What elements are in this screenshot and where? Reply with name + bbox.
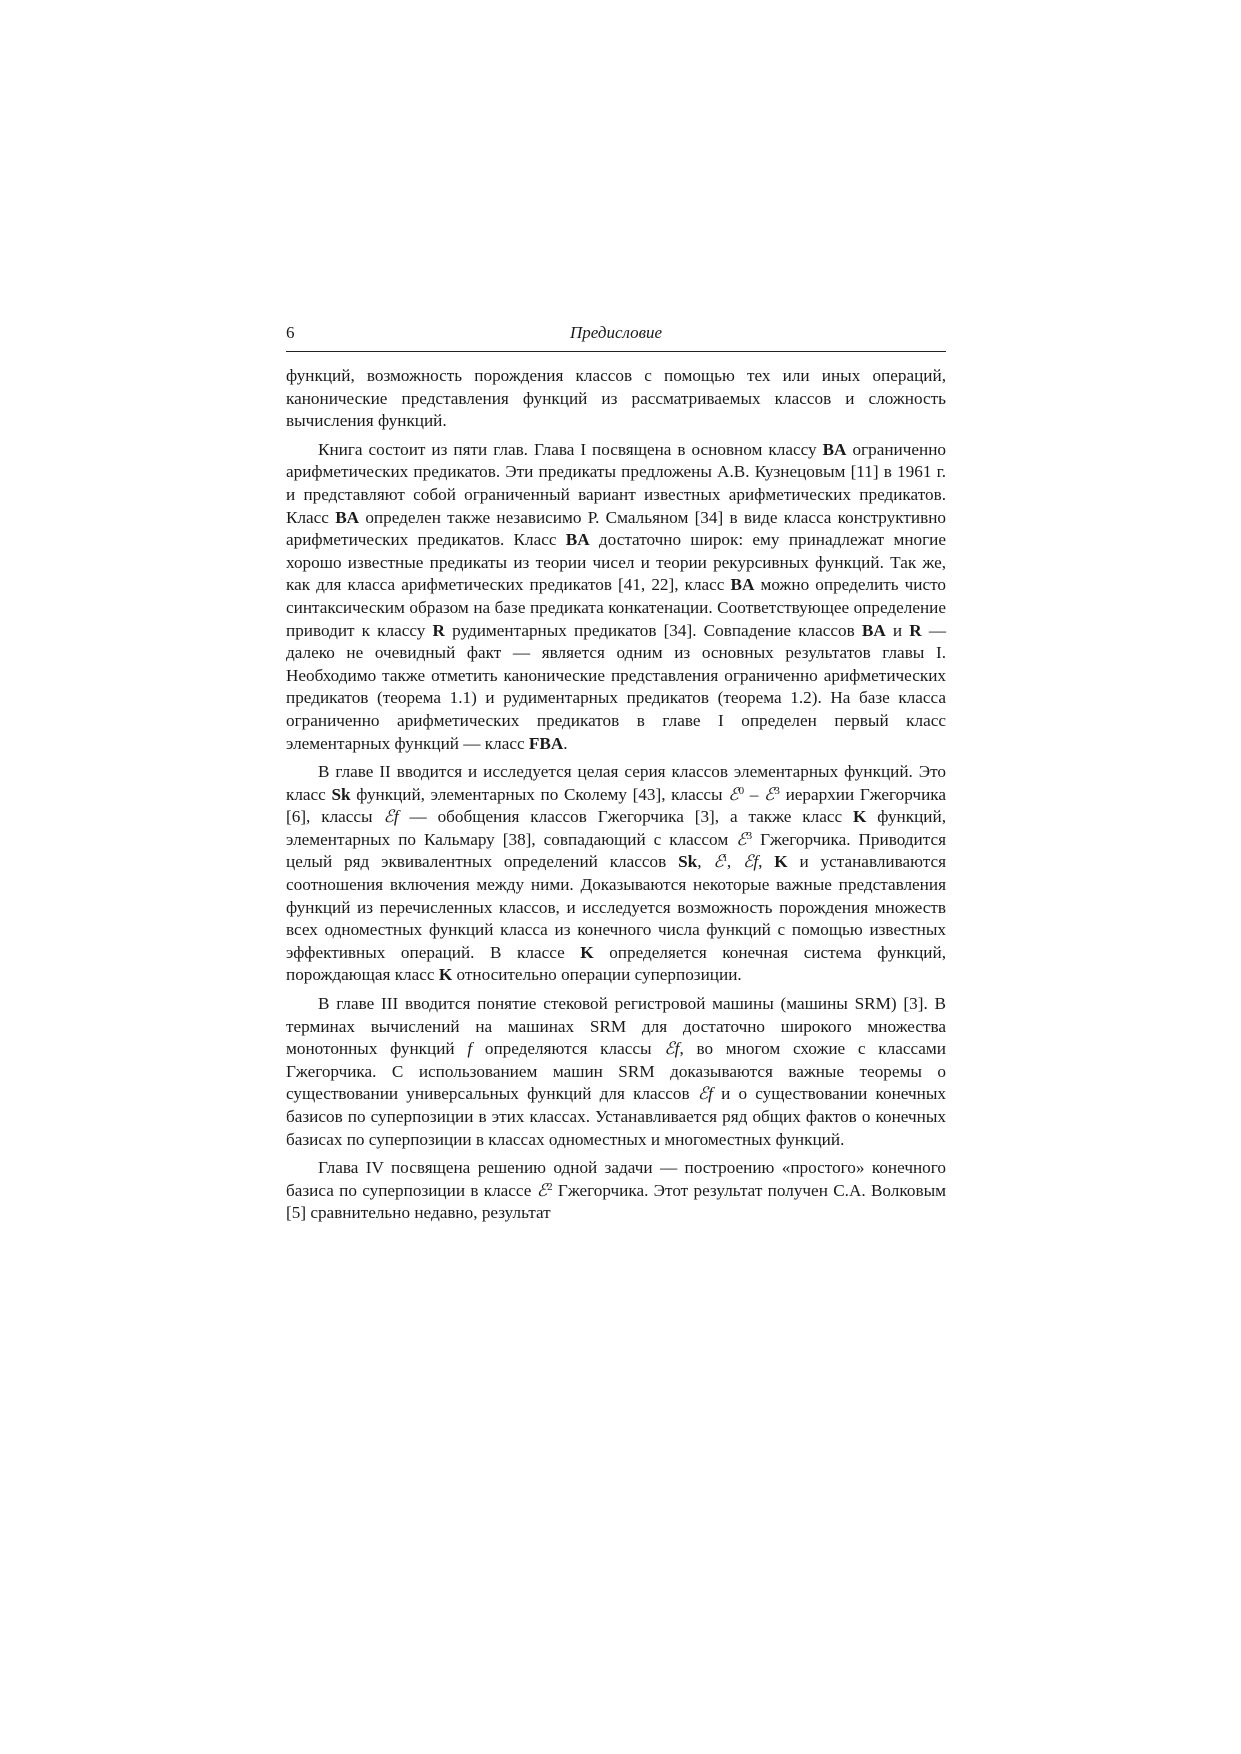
text-run: достаточно широк: ему принадлежат многие хорошо известные предикаты из теории чисел и теории рекурсивных функций. Так же, как для класса арифметических предикатов [41, 22], класс xyxy=(286,530,946,595)
text-run: , во многом схожие с классами Гжегорчика. С использованием машин SRM доказываются важные теоремы о существовании универсальных функций для классов xyxy=(286,1039,947,1104)
text-run: функций, элементарных по Кальмару [38], совпадающий с классом xyxy=(286,807,946,849)
class-symbol: BA xyxy=(335,507,360,527)
text-run: рудиментарных предикатов [34]. Совпадение классов xyxy=(444,620,862,640)
text-run: В главе III вводится понятие стековой регистровой машины (машины SRM) [3]. В терминах вычислений на машинах SRM для достаточно широкого множества монотонных функций xyxy=(286,994,946,1059)
paragraph-5 xyxy=(286,1157,946,1225)
math-symbol: ℰf xyxy=(697,1084,713,1104)
class-symbol: K xyxy=(438,965,453,985)
math-symbol: f xyxy=(467,1039,473,1059)
class-symbol: K xyxy=(580,942,594,962)
text-run: В главе II вводится и исследуется целая серия классов элементарных функций. Это класс xyxy=(286,762,946,804)
text-run: Глава IV посвящена решению одной задачи — построению «простого» конечного базиса по суперпозиции в классе xyxy=(286,1158,946,1200)
math-symbol: ℰ xyxy=(736,829,747,849)
text-run: определяются классы xyxy=(472,1039,665,1059)
text-run: — обобщения классов Гжегорчика [3], а также класс xyxy=(398,807,853,827)
text-run: , xyxy=(697,852,714,872)
text-run: , xyxy=(758,852,775,872)
class-symbol: K xyxy=(853,807,867,827)
text-run: определяется конечная система функций, порождающая класс xyxy=(286,942,946,985)
math-symbol: ℰ xyxy=(764,784,775,804)
text-run: и о существовании конечных базисов по суперпозиции в этих классах. Устанавливается ряд общих фактов о конечных базисах по суперпозиции в классах одноместных и многоместных функций. xyxy=(286,1084,946,1149)
text-run: функций, элементарных по Сколему [43], классы xyxy=(350,784,729,804)
math-symbol: ℰf xyxy=(664,1039,680,1059)
text-run: и устанавливаются соотношения включения между ними. Доказываются некоторые важные представления функций из перечисленных классов, и исследуется возможность порождения множеств всех одноместных функций класса из конечного числа функций с помощью известных эффективных операций. В классе xyxy=(286,852,946,962)
page-number: 6 xyxy=(286,323,295,342)
class-symbol: FBA xyxy=(528,733,564,753)
superscript: i xyxy=(723,852,727,865)
text-run: определен также независимо Р. Смальяном [34] в виде класса конструктивно арифметических предикатов. Класс xyxy=(286,507,946,550)
text-run: – xyxy=(744,784,764,804)
superscript: 3 xyxy=(746,829,753,842)
text-run: и xyxy=(885,620,910,640)
paragraph-1 xyxy=(286,365,946,433)
math-symbol: ℰf xyxy=(742,852,759,872)
class-symbol: R xyxy=(909,620,922,640)
text-run: . xyxy=(563,733,568,753)
text-run: относительно операции суперпозиции. xyxy=(452,965,742,985)
math-symbol: ℰ xyxy=(728,784,739,804)
page-header xyxy=(286,321,946,352)
text-run: , xyxy=(726,852,743,872)
text-run: иерархии Гжегорчика [6], классы xyxy=(286,784,946,827)
superscript: 2 xyxy=(547,1180,553,1193)
class-symbol: K xyxy=(774,852,788,872)
math-symbol: ℰ xyxy=(536,1180,548,1200)
class-symbol: BA xyxy=(822,439,847,459)
math-symbol: ℰf xyxy=(383,807,399,827)
text-run: ограниченно арифметических предикатов. Эти предикаты предложены А.В. Кузнецовым [11] в 1961 г. и представляют собой ограниченный вариант известных арифметических предикатов. Класс xyxy=(286,439,946,527)
class-symbol: BA xyxy=(730,575,755,595)
text-run: Гжегорчика. Этот результат получен С.А. Волковым [5] сравнительно недавно, результат xyxy=(286,1180,946,1223)
paragraph-2 xyxy=(286,439,946,755)
class-symbol: R xyxy=(432,620,445,640)
text-run: Гжегорчика. Приводится целый ряд эквивалентных определений классов xyxy=(286,829,947,872)
math-symbol: ℰ xyxy=(713,852,724,872)
text-body xyxy=(286,365,946,1231)
text-run: — далеко не очевидный факт — является одним из основных результатов главы I. Необходимо также отметить канонические представления ограниченно арифметических предикатов (теорема 1.1) и рудиментарных предикатов (теорема 1.2). На базе класса ограниченно арифметических предикатов в главе I определен первый класс элементарных функций — класс xyxy=(286,620,947,753)
superscript: 0 xyxy=(738,784,745,797)
text-run: можно определить чисто синтаксическим образом на базе предиката конкатенации. Соответствующее определение приводит к классу xyxy=(286,575,947,640)
paragraph-3 xyxy=(286,761,946,987)
text-run: функций, возможность порождения классов с помощью тех или иных операций, канонические представления функций из рассматриваемых классов и сложность вычисления функций. xyxy=(286,366,946,431)
paragraph-4 xyxy=(286,993,946,1151)
text-run: Книга состоит из пяти глав. Глава I посвящена в основном классу xyxy=(318,439,823,459)
class-symbol: BA xyxy=(565,530,590,550)
class-symbol: Sk xyxy=(678,852,698,872)
class-symbol: BA xyxy=(861,620,886,640)
superscript: 3 xyxy=(774,784,780,797)
class-symbol: Sk xyxy=(331,784,351,804)
running-title: Предисловие xyxy=(569,323,663,342)
